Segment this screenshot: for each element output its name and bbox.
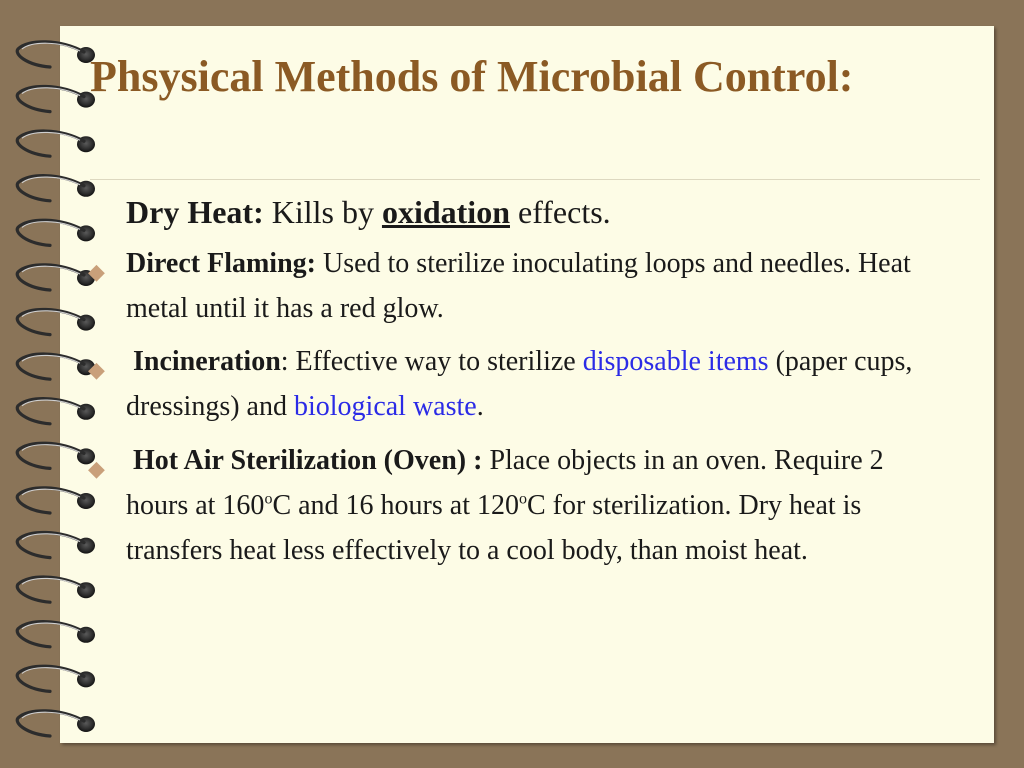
spiral-ring-icon: [17, 131, 95, 156]
heading-post: effects.: [509, 194, 611, 230]
spiral-ring-icon: [17, 622, 95, 647]
title-divider: [90, 179, 980, 180]
bullet-body-mid: (paper cups, dressings) and: [126, 346, 913, 422]
biological-waste-link[interactable]: biological waste: [293, 391, 477, 422]
spiral-ring-icon: [17, 488, 95, 513]
bullet-label: Hot Air Sterilization (Oven) :: [133, 445, 483, 476]
disposable-items-link[interactable]: disposable items: [582, 346, 769, 377]
bullet-text: [126, 241, 936, 331]
spiral-ring-icon: [17, 86, 95, 111]
spiral-ring-icon: [17, 354, 95, 379]
bullet-body-1: Place objects in an oven. Require 2 hours at 160: [126, 445, 884, 521]
diamond-bullet-icon: ◆: [88, 259, 105, 284]
spiral-ring-icon: [17, 309, 95, 334]
spiral-ring-icon: [17, 711, 95, 736]
bullet-text: [126, 339, 936, 429]
spiral-ring-icon: [17, 265, 95, 290]
heading-pre: Kills by: [263, 194, 382, 230]
dry-heat-heading: [126, 190, 986, 234]
bullet-body-3: C for sterilization. Dry heat is transfers heat less effectively to a cool body, than moist heat.: [126, 490, 862, 566]
degree-superscript: o: [518, 490, 527, 508]
bullet-body-2: C and 16 hours at 120: [272, 490, 519, 521]
spiral-ring-icon: [17, 666, 95, 691]
diamond-bullet-icon: ◆: [88, 456, 105, 481]
spiral-ring-icon: [17, 176, 95, 201]
spiral-ring-icon: [17, 443, 95, 468]
bullet-body: Used to sterilize inoculating loops and needles. Heat metal until it has a red glow.: [126, 248, 911, 324]
heading-label: Dry Heat:: [126, 194, 264, 230]
heading-underlined: oxidation: [381, 194, 510, 230]
bullet-label: Incineration: [133, 346, 281, 377]
spiral-ring-icon: [17, 42, 95, 67]
bullet-body-end: .: [476, 391, 484, 422]
slide-title: Phsysical Methods of Microbial Control:: [90, 52, 854, 101]
bullet-label: Direct Flaming:: [126, 248, 316, 279]
bullet-body: : Effective way to sterilize: [280, 346, 583, 377]
spiral-ring-icon: [17, 220, 95, 245]
spiral-ring-icon: [17, 577, 95, 602]
diamond-bullet-icon: ◆: [88, 357, 105, 382]
degree-superscript: o: [264, 490, 273, 508]
spiral-ring-icon: [17, 532, 95, 557]
bullet-text: [126, 438, 936, 573]
spiral-ring-icon: [17, 399, 95, 424]
